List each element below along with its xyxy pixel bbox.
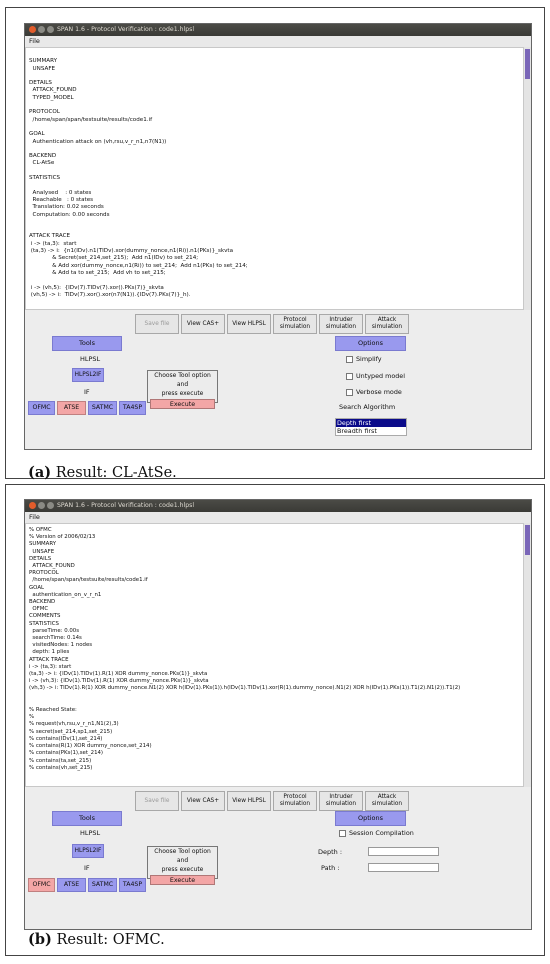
protocol-simulation-button[interactable]: Protocol simulation [273,314,317,334]
options-button[interactable]: Options [335,336,406,351]
view-hlpsl-button[interactable]: View HLPSL [227,314,271,334]
press-execute-text: press execute [161,390,204,397]
window-title: SPAN 1.6 - Protocol Verification : code1.hlpsl [57,502,195,509]
verbose-mode-label: Verbose mode [356,388,402,396]
toolbar [135,791,409,811]
untyped-model-checkbox[interactable] [346,372,405,380]
menu-file[interactable]: File [29,513,40,521]
close-icon[interactable] [29,26,36,33]
minimize-icon[interactable] [38,502,45,509]
protocol-simulation-button[interactable]: Protocol simulation [273,791,317,811]
menu-file[interactable]: File [29,37,40,45]
caption [28,931,165,948]
choose-tool-text: Choose Tool option and [154,848,211,864]
caption [28,464,177,481]
options-button[interactable]: Options [335,811,406,826]
span-window [24,23,532,450]
hlpsl-label: HLPSL [80,355,101,363]
figure-panel-b [5,484,545,956]
view-cas-button[interactable]: View CAS+ [181,314,225,334]
vertical-scrollbar[interactable] [523,523,531,787]
intruder-simulation-button[interactable]: Intruder simulation [319,791,363,811]
depth-label: Depth : [318,848,343,856]
execute-button[interactable]: Execute [150,875,215,885]
caption-text: Result: OFMC. [51,932,165,948]
tab-satmc[interactable]: SATMC [88,878,117,892]
untyped-model-label: Untyped model [356,372,405,380]
attack-simulation-button[interactable]: Attack simulation [365,791,409,811]
verbose-mode-checkbox[interactable] [346,388,402,396]
attack-simulation-button[interactable]: Attack simulation [365,314,409,334]
intruder-simulation-button[interactable]: Intruder simulation [319,314,363,334]
tab-atse[interactable]: ATSE [57,401,86,415]
execute-button[interactable]: Execute [150,399,215,409]
scrollbar-thumb[interactable] [525,525,530,555]
checkbox-box[interactable] [346,389,353,396]
view-hlpsl-button[interactable]: View HLPSL [227,791,271,811]
tab-ta4sp[interactable]: TA4SP [119,878,146,892]
tab-ofmc[interactable]: OFMC [28,878,55,892]
maximize-icon[interactable] [47,502,54,509]
title-bar [25,24,531,36]
session-compilation-checkbox[interactable] [339,829,414,837]
choose-tool-box [147,846,218,884]
hlpsl-label: HLPSL [80,829,101,837]
caption-text: Result: CL-AtSe. [51,465,177,481]
figure-panel-a [5,7,545,479]
search-algorithm-label: Search Algorithm [339,403,396,411]
title-bar [25,500,531,512]
session-compilation-label: Session Compilation [349,829,414,837]
save-file-button[interactable]: Save file [135,791,179,811]
scrollbar-thumb[interactable] [525,49,530,79]
list-item[interactable]: Depth first [336,419,406,427]
choose-tool-text: Choose Tool option and [154,372,211,388]
choose-tool-box [147,370,218,408]
output-text: % OFMC % Version of 2006/02/13 SUMMARY UNSAFE DETAILS ATTACK_FOUND PROTOCOL /home/span/span/testsuite/results/code1.if GOAL authentication_on_v_r_n1 BACKEND OFMC COMMENTS STATISTICS parseTime: 0.00s searchTime: 0.14s visitedNodes: 1 nodes depth: 1 plies ATTACK TRACE i -> (ta,3): start (ta,3) -> i: {IDv(1).TIDv(1).R(1) XOR dummy_nonce.PKs(1)}_skvta i -> (vh,3): {IDv(1).TIDv(1).R(1) XOR dummy_nonce.PKs(1)}_skvta (vh,3) -> i: TIDv(1).R(1) XOR dummy_nonce.N1(2) XOR h(IDv(1).PKs(1)).h(IDv(1).TIDv(1).xor(R(1).dummy_nonce).N1(2) XOR h(IDv(1).PKs(1)).T1(2).N1(2)).T1(2) % Reached State: % % request(vh,rsu,v_r_n1,N1(2),3) % secret(set_214,sp1,set_215) % contains(IDv(1),set_214) % contains(R(1) XOR dummy_nonce,set_214) % contains(PKs(1),set_214) % contains(ta,set_215) % contains(vh,set_215) [29,527,461,771]
checkbox-box[interactable] [346,373,353,380]
tab-satmc[interactable]: SATMC [88,401,117,415]
save-file-button[interactable]: Save file [135,314,179,334]
window-title: SPAN 1.6 - Protocol Verification : code1.hlpsl [57,26,195,33]
search-algorithm-list[interactable] [335,418,407,436]
output-text-area[interactable] [25,47,525,310]
caption-label: (a) [28,464,52,481]
tab-ta4sp[interactable]: TA4SP [119,401,146,415]
simplify-label: Simplify [356,355,382,363]
hlpsl2if-button[interactable]: HLPSL2IF [72,368,104,382]
path-label: Path : [321,864,340,872]
simplify-checkbox[interactable] [346,355,382,363]
depth-field[interactable] [368,847,439,856]
output-text: SUMMARY UNSAFE DETAILS ATTACK_FOUND TYPED_MODEL PROTOCOL /home/span/span/testsuite/results/code1.if GOAL Authentication attack on (vh,rsu,v_r_n1,n7(N1)) BACKEND CL-AtSe STATISTICS Analysed : 0 states Reachable : 0 states Translation: 0.02 seconds Computation: 0.00 seconds ATTACK TRACE i -> (ta,3): start (ta,3) -> i: {n1(IDv).n1(TIDv).xor(dummy_nonce,n1(Ri)).n1(PKs)}_skvta & Secret(set_214,set_215); Add n1(IDv) to set_214; & Add xor(dummy_nonce,n1(Ri)) to set_214; Add n1(PKs) to set_214; & Add ta to set_215; Add vh to set_215; i -> (vh,5): {IDv(7).TIDv(7).xor().PKs(7)}_skvta (vh,5) -> i: TIDv(7).xor().xor(n7(N1)).{IDv(7).PKs(7)}_h). [29,58,248,298]
hlpsl2if-button[interactable]: HLPSL2IF [72,844,104,858]
tab-atse[interactable]: ATSE [57,878,86,892]
caption-label: (b) [28,931,52,948]
close-icon[interactable] [29,502,36,509]
tools-button[interactable]: Tools [52,336,122,351]
checkbox-box[interactable] [346,356,353,363]
press-execute-text: press execute [161,866,204,873]
span-window [24,499,532,930]
list-item[interactable]: Breadth first [337,427,377,435]
if-label: IF [84,864,90,872]
maximize-icon[interactable] [47,26,54,33]
view-cas-button[interactable]: View CAS+ [181,791,225,811]
path-field[interactable] [368,863,439,872]
minimize-icon[interactable] [38,26,45,33]
toolbar [135,314,409,334]
tools-button[interactable]: Tools [52,811,122,826]
output-text-area[interactable] [25,523,525,787]
vertical-scrollbar[interactable] [523,47,531,310]
if-label: IF [84,388,90,396]
tab-ofmc[interactable]: OFMC [28,401,55,415]
checkbox-box[interactable] [339,830,346,837]
